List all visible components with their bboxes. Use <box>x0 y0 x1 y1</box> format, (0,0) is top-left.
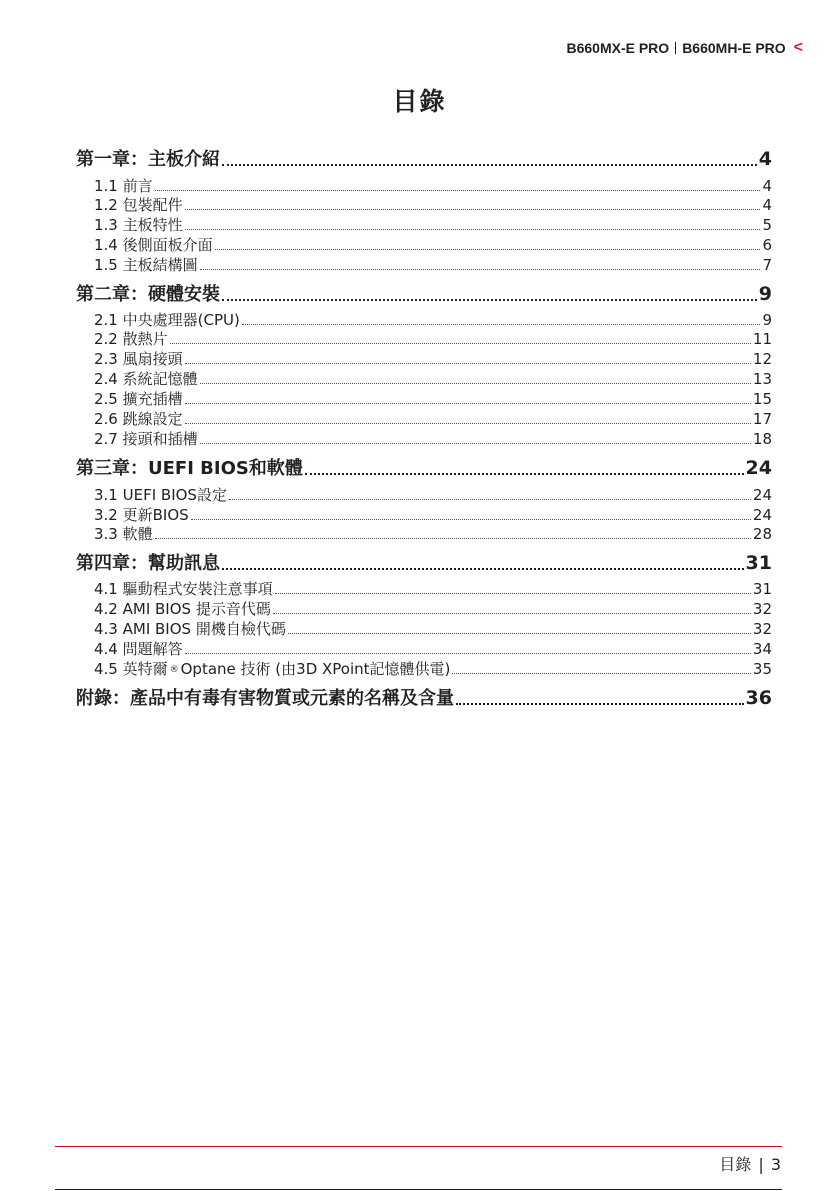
registered-mark: ® <box>169 665 179 675</box>
toc-entry-title: 2.5 擴充插槽 <box>94 390 183 408</box>
toc-section-2-5[interactable] <box>76 388 772 409</box>
toc-entry-title: 第二章：硬體安裝 <box>76 284 220 305</box>
toc-entry-page: 24 <box>752 506 772 524</box>
model-name-1: B660MX-E PRO <box>566 40 670 56</box>
toc-entry-page: 13 <box>752 370 772 388</box>
toc-appendix[interactable] <box>76 684 772 710</box>
dot-leader <box>222 299 757 301</box>
toc-entry-page: 34 <box>752 640 772 658</box>
dot-leader <box>222 568 744 570</box>
dot-leader <box>185 653 751 654</box>
toc-entry-title: 3.2 更新BIOS <box>94 506 189 524</box>
dot-leader <box>229 499 751 500</box>
toc-section-3-2[interactable] <box>76 504 772 525</box>
dot-leader <box>456 703 744 705</box>
dot-leader <box>215 249 761 250</box>
toc-entry-title: 1.3 主板特性 <box>94 216 183 234</box>
toc-entry-title: 4.4 問題解答 <box>94 640 183 658</box>
toc-entry-page: 11 <box>752 330 772 348</box>
dot-leader <box>275 593 751 594</box>
dot-leader <box>185 423 751 424</box>
toc-chapter-2[interactable] <box>76 280 772 306</box>
toc-section-4-4[interactable] <box>76 638 772 659</box>
toc-entry-page: 32 <box>752 620 772 638</box>
dot-leader <box>185 209 761 210</box>
dot-leader <box>305 473 744 475</box>
dot-leader <box>222 164 757 166</box>
dot-leader <box>242 324 761 325</box>
toc-section-4-2[interactable] <box>76 598 772 619</box>
toc-chapter-1[interactable] <box>76 145 772 171</box>
toc-entry-page: 36 <box>745 687 772 709</box>
toc-entry-title: 2.2 散熱片 <box>94 330 168 348</box>
dot-leader <box>155 538 751 539</box>
toc-entry-title: 2.1 中央處理器(CPU) <box>94 311 240 329</box>
toc-section-1-2[interactable] <box>76 194 772 215</box>
toc-chapter-3[interactable] <box>76 454 772 480</box>
toc-entry-title: 第四章：幫助訊息 <box>76 553 220 574</box>
dot-leader <box>200 269 761 270</box>
toc-entry-page: 31 <box>752 580 772 598</box>
dot-leader <box>185 229 761 230</box>
toc-entry-title: 第三章：UEFI BIOS和軟體 <box>76 458 303 479</box>
dot-leader <box>191 519 751 520</box>
footer-label: 目錄 <box>719 1155 752 1174</box>
toc-section-3-1[interactable] <box>76 484 772 505</box>
dot-leader <box>200 383 751 384</box>
dot-leader <box>185 403 751 404</box>
toc-section-2-6[interactable] <box>76 408 772 429</box>
toc-entry-page: 35 <box>752 660 772 678</box>
toc-entry-page: 32 <box>752 600 772 618</box>
toc-entry-page: 15 <box>752 390 772 408</box>
toc-entry-title: 4.3 AMI BIOS 開機自檢代碼 <box>94 620 286 638</box>
toc-entry-title: 3.1 UEFI BIOS設定 <box>94 486 227 504</box>
toc-section-4-3[interactable] <box>76 618 772 639</box>
toc-entry-title: 2.6 跳線設定 <box>94 410 183 428</box>
toc-entry-page: 24 <box>752 486 772 504</box>
toc-entry-page: 6 <box>762 236 772 254</box>
toc-section-1-1[interactable] <box>76 175 772 196</box>
footer-separator: | <box>758 1155 764 1174</box>
toc-section-1-5[interactable] <box>76 254 772 275</box>
dot-leader <box>185 363 751 364</box>
toc-entry-page: 28 <box>752 525 772 543</box>
toc-section-2-4[interactable] <box>76 368 772 389</box>
toc-section-1-3[interactable] <box>76 214 772 235</box>
page-footer <box>719 1152 781 1175</box>
dot-leader <box>170 343 751 344</box>
toc-entry-title: 3.3 軟體 <box>94 525 153 543</box>
toc-entry-title: 第一章：主板介紹 <box>76 149 220 170</box>
page-number: 3 <box>770 1155 781 1174</box>
toc-entry-page: 24 <box>745 457 772 479</box>
toc-entry-page: 9 <box>758 283 772 305</box>
toc-entry-title: 1.4 後側面板介面 <box>94 236 213 254</box>
toc-entry-page: 7 <box>762 256 772 274</box>
toc-section-2-1[interactable] <box>76 309 772 330</box>
page-title: 目錄 <box>392 87 447 116</box>
toc-section-4-5[interactable] <box>76 658 772 679</box>
toc-entry-title: 4.1 驅動程式安裝注意事項 <box>94 580 273 598</box>
toc-entry-page: 4 <box>758 148 772 170</box>
toc-entry-page: 9 <box>762 311 772 329</box>
document-header <box>566 40 803 56</box>
toc-entry-title: 2.3 風扇接頭 <box>94 350 183 368</box>
toc-section-4-1[interactable] <box>76 578 772 599</box>
toc-entry-title: 2.4 系統記憶體 <box>94 370 198 388</box>
toc-entry-title: 1.2 包裝配件 <box>94 196 183 214</box>
toc-entry-title <box>94 658 450 679</box>
toc-entry-page: 18 <box>752 430 772 448</box>
header-divider <box>675 42 676 54</box>
toc-entry-page: 31 <box>745 552 772 574</box>
toc-entry-page: 5 <box>762 216 772 234</box>
toc-section-2-7[interactable] <box>76 428 772 449</box>
toc-section-2-3[interactable] <box>76 348 772 369</box>
toc-section-1-4[interactable] <box>76 234 772 255</box>
model-name-2: B660MH-E PRO <box>682 40 786 56</box>
toc-entry-title: 1.5 主板結構圖 <box>94 256 198 274</box>
dot-leader <box>288 633 751 634</box>
toc-entry-page: 4 <box>762 177 772 195</box>
toc-entry-title-suffix: Optane 技術 (由3D XPoint記憶體供電) <box>180 660 451 678</box>
footer-divider <box>55 1146 782 1147</box>
arrow-left-icon: < <box>793 39 803 56</box>
dot-leader <box>452 673 751 674</box>
toc-chapter-4[interactable] <box>76 549 772 575</box>
dot-leader <box>273 613 751 614</box>
toc-section-2-2[interactable] <box>76 328 772 349</box>
toc-entry-page: 17 <box>752 410 772 428</box>
toc-entry-title: 附錄：產品中有毒有害物質或元素的名稱及含量 <box>76 688 454 709</box>
bottom-rule <box>55 1189 782 1190</box>
toc-entry-page: 4 <box>762 196 772 214</box>
toc-entry-title-prefix: 4.5 英特爾 <box>94 660 168 678</box>
toc-entry-title: 4.2 AMI BIOS 提示音代碼 <box>94 600 271 618</box>
toc-entry-title: 1.1 前言 <box>94 177 153 195</box>
dot-leader <box>155 190 761 191</box>
toc-section-3-3[interactable] <box>76 523 772 544</box>
dot-leader <box>200 443 751 444</box>
toc-entry-page: 12 <box>752 350 772 368</box>
toc-entry-title: 2.7 接頭和插槽 <box>94 430 198 448</box>
